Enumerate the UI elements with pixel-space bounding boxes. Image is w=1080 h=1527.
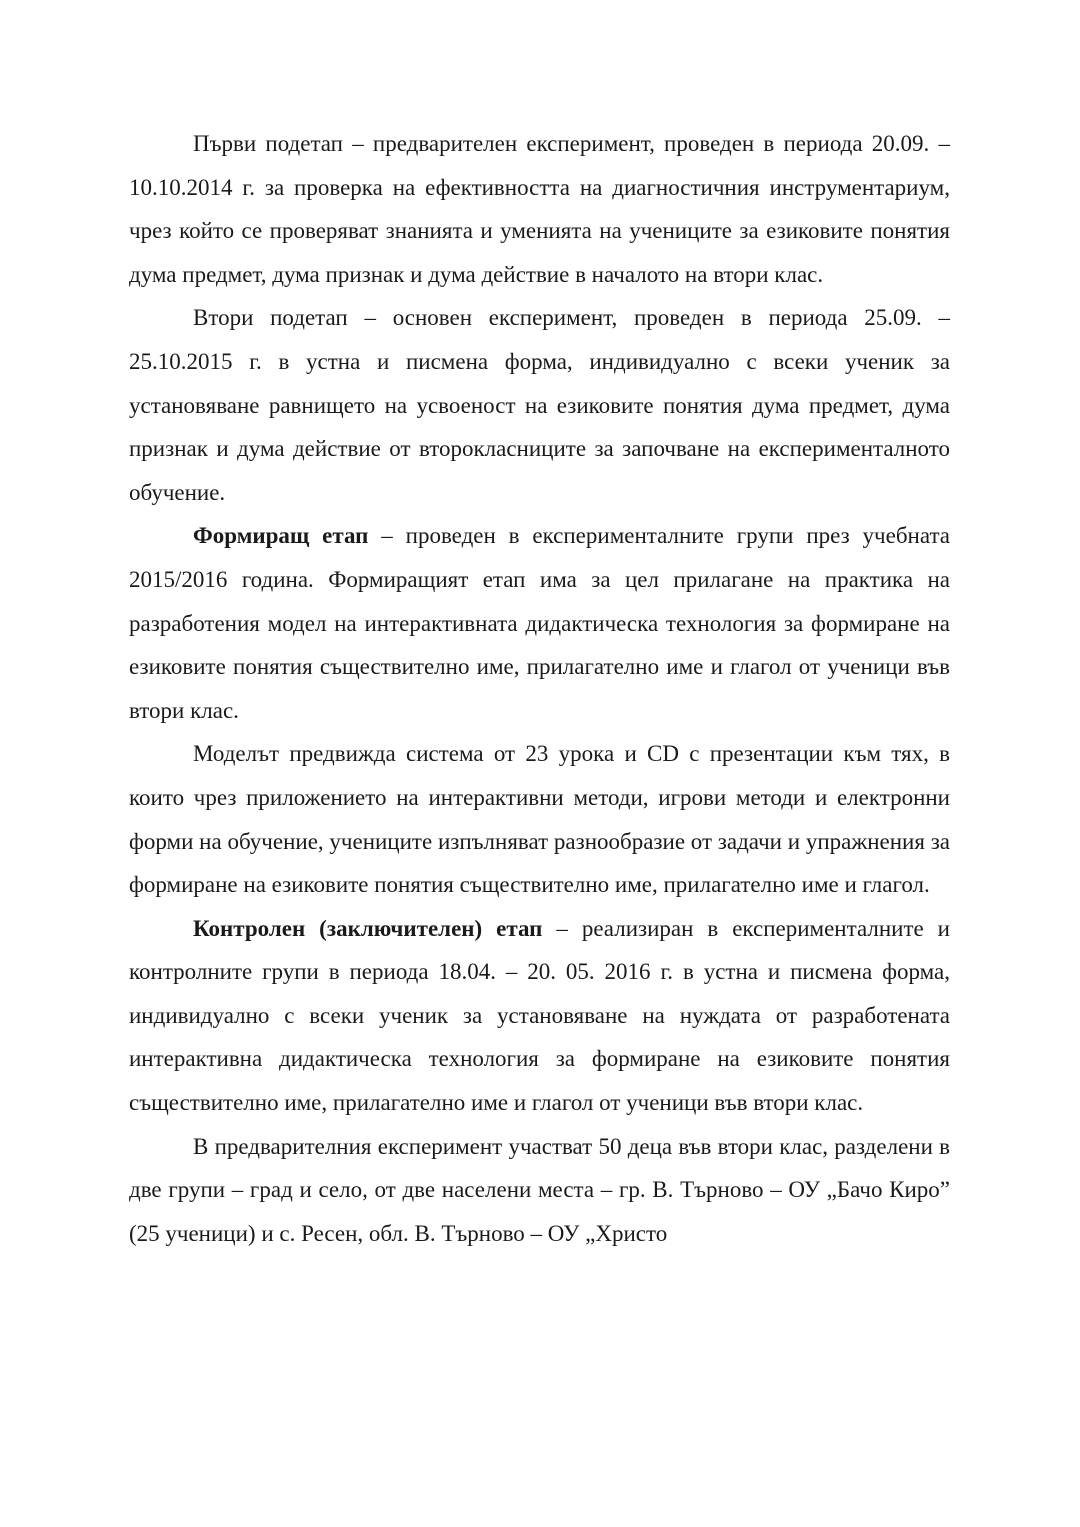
paragraph-text: – проведен в експерименталните групи през учебната 2015/2016 година. Формиращият етап има за цел прилагане на практика на разработения модел на интерактивната дидактическа технология за формиране на езиковите понятия съществително име, прилагателно име и глагол от ученици във втори клас. xyxy=(129,523,950,723)
paragraph-bold-lead: Формиращ етап xyxy=(193,523,369,549)
paragraph-main-substage xyxy=(129,296,950,514)
paragraph-preliminary-substage xyxy=(129,122,950,296)
paragraph-text: Първи подетап – предварителен експеримент, проведен в периода 20.09. – 10.10.2014 г. за проверка на ефективността на диагностичния инструментариум, чрез който се проверяват знанията и уменията на учениците за езиковите понятия дума предмет, дума признак и дума действие в началото на втори клас. xyxy=(129,131,950,287)
document-body xyxy=(129,122,950,1255)
paragraph-text: Моделът предвижда система от 23 урока и CD с презентации към тях, в които чрез приложението на интерактивни методи, игрови методи и електронни форми на обучение, учениците изпълняват разнообразие от задачи и упражнения за формиране на езиковите понятия съществително име, прилагателно име и глагол. xyxy=(129,741,950,898)
paragraph-control-stage xyxy=(129,907,950,1125)
paragraph-text: – реализиран в експерименталните и контролните групи в периода 18.04. – 20. 05. 2016 г. в устна и писмена форма, индивидуално с всеки ученик за установяване на нуждата от разработената интерактивна дидактическа технология за формиране на езиковите понятия съществително име, прилагателно име и глагол от ученици във втори клас. xyxy=(129,915,950,1116)
paragraph-text: В предварителния експеримент участват 50 деца във втори клас, разделени в две групи – град и село, от две населени места – гр. В. Търново – ОУ „Бачо Киро” (25 ученици) и с. Ресен, обл. В. Търново – ОУ „Христо xyxy=(129,1133,950,1246)
paragraph-text: Втори подетап – основен експеримент, проведен в периода 25.09. – 25.10.2015 г. в устна и писмена форма, индивидуално с всеки ученик за установяване равнището на усвоеност на езиковите понятия дума предмет, дума признак и дума действие от второкласниците за започване на експерименталното обучение. xyxy=(129,305,950,505)
paragraph-bold-lead: Контролен (заключителен) етап xyxy=(193,915,543,941)
paragraph-forming-stage xyxy=(129,514,950,732)
paragraph-model-description xyxy=(129,732,950,906)
paragraph-participants xyxy=(129,1125,950,1256)
